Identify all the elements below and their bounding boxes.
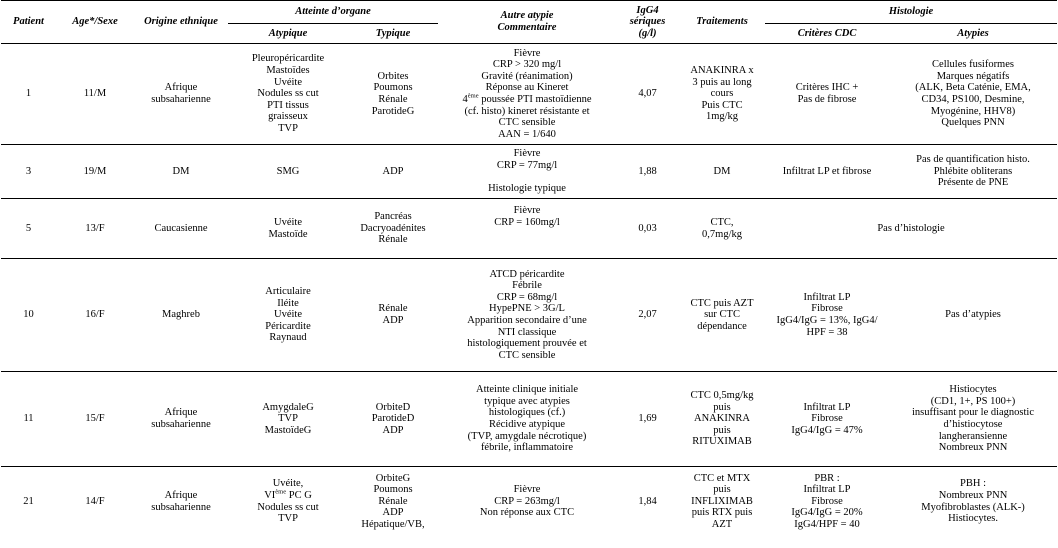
cell-atypique <box>228 199 348 259</box>
header-histologie: Histologie <box>765 1 1057 24</box>
cell-atypies <box>889 259 1057 372</box>
cell-line: Afrique <box>164 82 198 94</box>
cell-patient: 21 <box>23 495 34 507</box>
header-criteres: Critères CDC <box>765 24 889 44</box>
cell-line: Critères IHC + <box>795 82 859 94</box>
cell-line: Maghreb <box>162 309 200 321</box>
cell-igg4: 0,03 <box>616 199 679 259</box>
cell-line: Mastoïdes <box>266 65 310 77</box>
cell-line: ParotideD <box>371 413 415 425</box>
cell-line: Pas de quantification histo. <box>916 154 1030 166</box>
header-age-sexe: Age*/Sexe <box>56 1 134 44</box>
cell-patient: 5 <box>1 199 56 259</box>
cell-line: subsaharienne <box>151 94 211 105</box>
header-traitements: Traitements <box>679 1 765 44</box>
cell-line: Histiocytes. <box>948 513 998 525</box>
cell-line <box>440 172 614 184</box>
cell-atypies <box>889 372 1057 467</box>
cell-line: histologiquement prouvée et <box>467 338 587 350</box>
cell-line: (CD1, 1+, PS 100+) <box>930 395 1016 407</box>
cell-line: IgG4/IgG = 13%, IgG4/ <box>776 315 878 326</box>
cell-line: cours <box>710 88 734 100</box>
cell-age-sexe: 11/M <box>56 44 134 145</box>
cell-typique <box>348 44 438 145</box>
cell-criteres <box>765 44 889 145</box>
table-row <box>1 372 1057 467</box>
cell-line: IgG4/HPF = 40 <box>794 518 860 530</box>
cell-line: Quelques PNN <box>941 117 1005 129</box>
cell-atypique <box>228 372 348 467</box>
cell-line: CTC sensible <box>498 117 556 129</box>
cell-line: Infiltrat LP <box>803 484 851 496</box>
cell-line: Uvéite <box>274 309 302 321</box>
cell-line: Fièvre <box>513 148 541 160</box>
cell-autre-line-sup: 4ème poussée PTI mastoïdienne <box>462 92 592 105</box>
cell-line: fébrile, inflammatoire <box>480 442 574 454</box>
cell-line: (ALK, Beta Caténie, EMA, <box>915 82 1031 94</box>
cell-line: ParotideG <box>371 105 415 117</box>
header-autre <box>438 1 616 44</box>
cell-line: puis <box>713 484 731 496</box>
cell-line: Péricardite <box>265 320 311 332</box>
cell-line: Nombreux PNN <box>938 442 1008 454</box>
cell-line: Myofibroblastes (ALK-) <box>921 501 1025 513</box>
header-igg4-line1: IgG4 <box>636 4 659 16</box>
cell-traitements <box>679 145 765 199</box>
cell-age-sexe: 19/M <box>56 145 134 199</box>
cell-line: CRP = 160mg/l <box>494 216 560 228</box>
cell-origine <box>134 199 228 259</box>
cell-line: NTI classique <box>497 326 557 338</box>
header-origine: Origine ethnique <box>134 1 228 44</box>
cell-line: Infiltrat LP <box>803 401 851 413</box>
cell-igg4: 4,07 <box>616 44 679 145</box>
cell-typique <box>348 372 438 467</box>
cell-line: TVP <box>278 122 298 134</box>
cell-atypique <box>228 467 348 537</box>
cell-patient: 10 <box>1 259 56 372</box>
cell-line: PBR : <box>814 472 840 484</box>
cell-line: langheransienne <box>938 430 1008 442</box>
cell-patient: 1 <box>1 44 56 145</box>
cell-line: IgG4/IgG = 47% <box>791 424 863 436</box>
cell-line: DM <box>713 165 731 177</box>
cell-atypies <box>889 145 1057 199</box>
header-atypique: Atypique <box>228 24 348 44</box>
cell-line: CTC puis AZT <box>690 297 754 309</box>
cell-line: Dacryoadénites <box>360 222 426 234</box>
cell-atypique <box>228 44 348 145</box>
cell-line: Articulaire <box>265 286 311 298</box>
cell-origine <box>134 44 228 145</box>
cell-origine <box>134 467 228 537</box>
cell-line: Nombreux PNN <box>938 489 1008 501</box>
cell-line <box>440 240 614 252</box>
header-atteinte: Atteinte d’organe <box>228 1 438 24</box>
cell-origine <box>134 145 228 199</box>
cell-line: histologiques (cf.) <box>488 407 566 419</box>
cell-age-sexe: 13/F <box>56 199 134 259</box>
cell-line: AAN = 1/640 <box>498 128 556 140</box>
cell-traitements <box>679 372 765 467</box>
cell-traitements <box>679 467 765 537</box>
cell-line: CTC, <box>710 216 734 228</box>
cell-line: Rénale <box>378 94 408 105</box>
table-row <box>1 145 1057 199</box>
cell-line: Iléite <box>277 297 299 309</box>
cell-autre <box>438 145 616 199</box>
cell-age-sexe: 14/F <box>85 495 105 507</box>
cell-line: Orbites <box>377 70 409 82</box>
cell-line: sur CTC <box>704 309 740 321</box>
cell-line: Marques négatifs <box>936 70 1010 82</box>
cell-atypies <box>889 467 1057 537</box>
cell-line: CTC sensible <box>498 349 556 361</box>
cell-line: Fibrose <box>811 495 843 507</box>
cell-line: dépendance <box>697 320 747 332</box>
cell-line: ADP <box>382 424 404 436</box>
cell-criteres <box>765 467 889 537</box>
cell-line: Pas d’atypies <box>945 309 1001 321</box>
cell-line: SMG <box>276 165 300 177</box>
cell-criteres <box>765 259 889 372</box>
cell-line: Phlébite obliterans <box>933 165 1013 177</box>
cell-line: Fièvre <box>513 205 541 217</box>
table-row <box>1 259 1057 372</box>
cell-igg4: 1,84 <box>638 495 657 507</box>
cell-age-sexe: 16/F <box>56 259 134 372</box>
cell-line: Fébrile <box>512 280 542 292</box>
cell-patient: 3 <box>1 145 56 199</box>
cell-line: Non réponse aux CTC <box>479 507 575 519</box>
cell-line: Infiltrat LP <box>803 291 851 303</box>
cell-line: Uvéite <box>274 216 302 228</box>
cell-line: (TVP, amygdale nécrotique) <box>467 430 587 442</box>
cell-typique <box>348 467 438 537</box>
cell-line: CTC et MTX <box>693 472 751 484</box>
cell-traitements <box>679 199 765 259</box>
cell-atypique <box>228 145 348 199</box>
cell-line: 1mg/kg <box>705 111 739 123</box>
cell-line <box>440 229 614 241</box>
header-igg4 <box>616 1 679 44</box>
cell-line: Uvéite <box>274 76 302 88</box>
cell-line: RITUXIMAB <box>692 436 752 448</box>
cell-line: PBH : <box>960 478 986 490</box>
cell-line: 0,7mg/kg <box>702 228 742 240</box>
cell-line: Réponse au Kineret <box>485 82 569 94</box>
cell-line: Fièvre <box>513 47 541 59</box>
cell-traitements <box>679 259 765 372</box>
cell-line: TVP <box>278 513 298 525</box>
cell-line: INFLIXIMAB <box>691 495 753 507</box>
cell-atypies <box>889 44 1057 145</box>
cell-line: Fièvre <box>513 484 541 496</box>
cell-igg4: 1,88 <box>616 145 679 199</box>
cell-line: Pas de fibrose <box>797 94 857 105</box>
cell-line: Fibrose <box>811 303 843 315</box>
header-patient: Patient <box>1 1 56 44</box>
cell-patient: 11 <box>1 372 56 467</box>
cell-criteres <box>765 372 889 467</box>
cell-line: Nodules ss cut <box>257 501 319 513</box>
cell-line: CTC 0,5mg/kg <box>690 390 754 402</box>
cell-line: 3 puis au long <box>692 76 752 88</box>
header-autre-line2: Commentaire <box>497 22 557 33</box>
cell-line: subsaharienne <box>151 501 211 513</box>
cell-line: subsaharienne <box>151 419 211 430</box>
cell-criteres <box>765 145 889 199</box>
cell-line: DM <box>172 165 190 177</box>
cell-line: Fibrose <box>811 413 843 425</box>
cell-line: Caucasienne <box>154 222 208 234</box>
cell-line: Mastoïde <box>268 228 308 240</box>
cell-line: Rénale <box>378 303 408 315</box>
cell-line: HypePNE > 3G/L <box>489 303 565 315</box>
cell-traitements <box>679 44 765 145</box>
cell-line: ANAKINRA <box>694 413 751 425</box>
cell-line: Pancréas <box>374 211 412 223</box>
cell-line: CD34, PS100, Desmine, <box>921 94 1025 105</box>
cell-line: (cf. histo) kineret résistante et <box>464 105 590 117</box>
cell-line: Gravité (réanimation) <box>481 70 573 82</box>
cell-line: Pleuropéricardite <box>251 53 325 65</box>
cell-atypique-line1: Uvéite, <box>272 478 304 490</box>
cell-line: Raynaud <box>269 332 307 344</box>
cell-line: CRP = 68mg/l <box>496 291 558 303</box>
cell-line: puis <box>713 401 731 413</box>
cell-line: insuffisant pour le diagnostic <box>912 407 1035 419</box>
cell-line: typique avec atypies <box>484 395 570 407</box>
cell-line: OrbiteG <box>375 472 411 484</box>
cell-line: Histologie typique <box>488 183 566 195</box>
cell-line: d’histiocytose <box>943 419 1003 430</box>
cell-line: CRP > 320 mg/l <box>492 59 562 71</box>
cell-typique <box>348 199 438 259</box>
cell-line: graisseux <box>268 111 308 123</box>
cell-line: MastoïdeG <box>264 424 312 436</box>
cell-line: Cellules fusiformes <box>932 59 1014 71</box>
patient-table <box>1 0 1057 536</box>
cell-line: ATCD péricardite <box>489 268 565 280</box>
cell-line: Atteinte clinique initiale <box>475 384 579 396</box>
table-row <box>1 44 1057 145</box>
cell-line: ANAKINRA x <box>690 65 754 77</box>
cell-line: Afrique <box>164 407 198 419</box>
cell-line: Infiltrat LP et fibrose <box>782 165 872 177</box>
cell-line: OrbiteD <box>375 401 411 413</box>
cell-line: AmygdaleG <box>262 401 314 413</box>
cell-line: Rénale <box>378 495 408 507</box>
cell-line: Myogénine, HHV8) <box>930 105 1016 117</box>
cell-age-sexe: 15/F <box>56 372 134 467</box>
cell-line: HPF = 38 <box>806 326 848 338</box>
cell-igg4: 2,07 <box>616 259 679 372</box>
cell-line: Poumons <box>373 484 413 496</box>
cell-line: ADP <box>382 165 404 177</box>
cell-line: CRP = 263mg/l <box>494 495 560 507</box>
header-igg4-line3: (g/l) <box>638 27 657 39</box>
cell-line: Puis CTC <box>701 99 743 111</box>
cell-line: Rénale <box>378 234 408 246</box>
cell-line: Récidive atypique <box>488 419 566 430</box>
cell-autre <box>438 372 616 467</box>
cell-line: Hépatique/VB, <box>361 518 425 530</box>
cell-line: puis RTX puis <box>691 507 753 519</box>
cell-line: Apparition secondaire d’une <box>467 315 587 326</box>
header-autre-line1: Autre atypie <box>500 10 554 22</box>
cell-typique <box>348 145 438 199</box>
cell-origine <box>134 372 228 467</box>
cell-typique <box>348 259 438 372</box>
cell-origine <box>134 259 228 372</box>
cell-autre <box>438 467 616 537</box>
cell-atypique-line-sup: VIème PC G <box>264 488 312 501</box>
cell-autre <box>438 259 616 372</box>
header-typique: Typique <box>348 24 438 44</box>
cell-line: Poumons <box>373 82 413 94</box>
cell-histologie-merged: Pas d’histologie <box>765 199 1057 259</box>
cell-line: Afrique <box>164 489 198 501</box>
cell-line: puis <box>713 424 731 436</box>
table-row <box>1 467 1057 537</box>
cell-line: PTI tissus <box>267 99 309 111</box>
cell-autre <box>438 199 616 259</box>
cell-line: Histiocytes <box>949 384 997 396</box>
cell-line: AZT <box>711 518 733 530</box>
cell-line: CRP = 77mg/l <box>496 159 558 171</box>
cell-line: ADP <box>382 315 404 326</box>
cell-autre <box>438 44 616 145</box>
cell-line: IgG4/IgG = 20% <box>791 507 863 519</box>
cell-line: Présente de PNE <box>937 177 1009 189</box>
cell-igg4: 1,69 <box>616 372 679 467</box>
header-igg4-line2: sériques <box>629 16 666 28</box>
cell-atypique <box>228 259 348 372</box>
table-row <box>1 199 1057 259</box>
cell-line: TVP <box>278 413 298 425</box>
cell-line: ADP <box>382 507 404 519</box>
cell-line: Nodules ss cut <box>257 88 319 100</box>
header-atypies: Atypies <box>889 24 1057 44</box>
